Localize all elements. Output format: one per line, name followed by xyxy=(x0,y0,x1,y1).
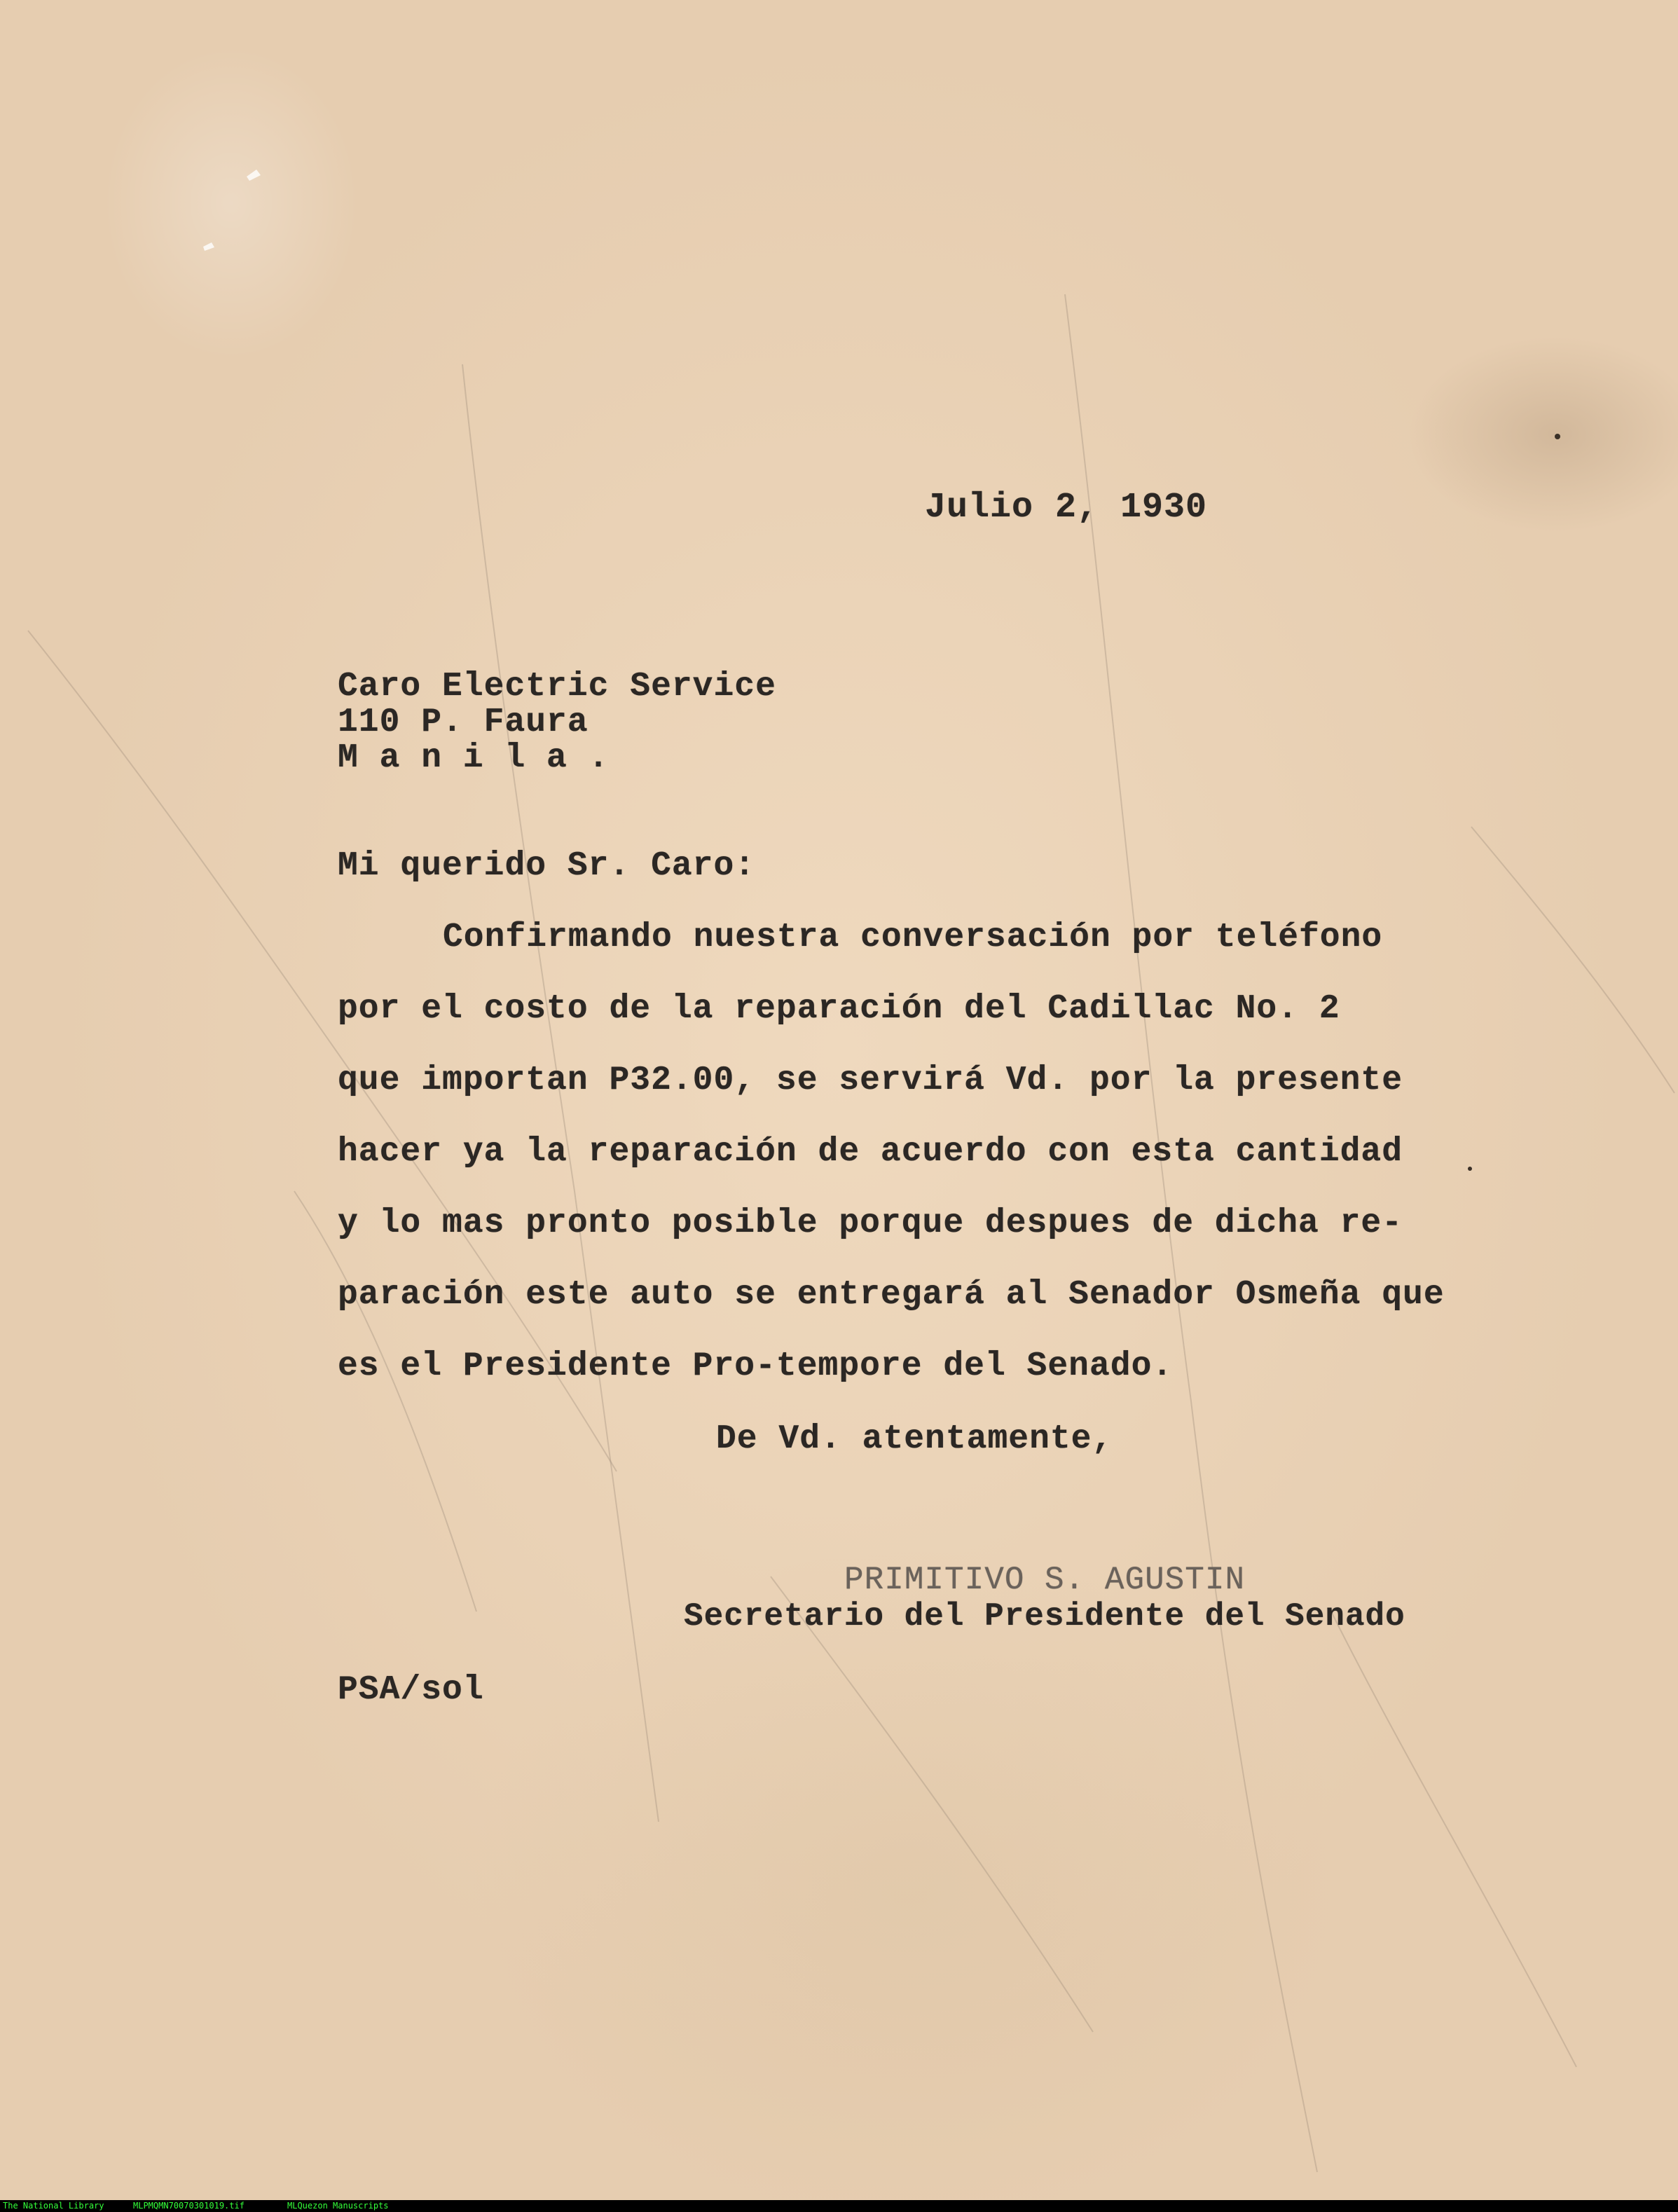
body-line: paración este auto se entregará al Senador Osmeña que xyxy=(338,1276,1445,1314)
body-line: hacer ya la reparación de acuerdo con esta cantidad xyxy=(338,1133,1403,1171)
body-line: es el Presidente Pro-tempore del Senado. xyxy=(338,1347,1174,1385)
footer-file: MLPMQMN70070301019.tif xyxy=(133,2201,245,2211)
body-line: Confirmando nuestra conversación por teléfono xyxy=(443,919,1383,956)
scan-footer xyxy=(0,2200,1678,2212)
footer-collection: MLQuezon Manuscripts xyxy=(287,2201,389,2211)
recipient-line-street: 110 P. Faura xyxy=(338,703,589,741)
signature-name: PRIMITIVO S. AGUSTIN xyxy=(844,1562,1246,1598)
body-line: que importan P32.00, se servirá Vd. por la presente xyxy=(338,1062,1403,1099)
signature-title: Secretario del Presidente del Senado xyxy=(684,1598,1405,1635)
recipient-line-city: M a n i l a . xyxy=(338,739,610,777)
letter-date: Julio 2, 1930 xyxy=(925,488,1208,528)
recipient-line-company: Caro Electric Service xyxy=(338,668,776,706)
reference-initials: PSA/sol xyxy=(338,1671,484,1709)
body-line: por el costo de la reparación del Cadillac No. 2 xyxy=(338,990,1340,1028)
body-line: y lo mas pronto posible porque despues de dicha re- xyxy=(338,1204,1403,1242)
closing: De Vd. atentamente, xyxy=(716,1420,1113,1458)
salutation: Mi querido Sr. Caro: xyxy=(338,847,756,885)
footer-library: The National Library xyxy=(3,2201,104,2211)
